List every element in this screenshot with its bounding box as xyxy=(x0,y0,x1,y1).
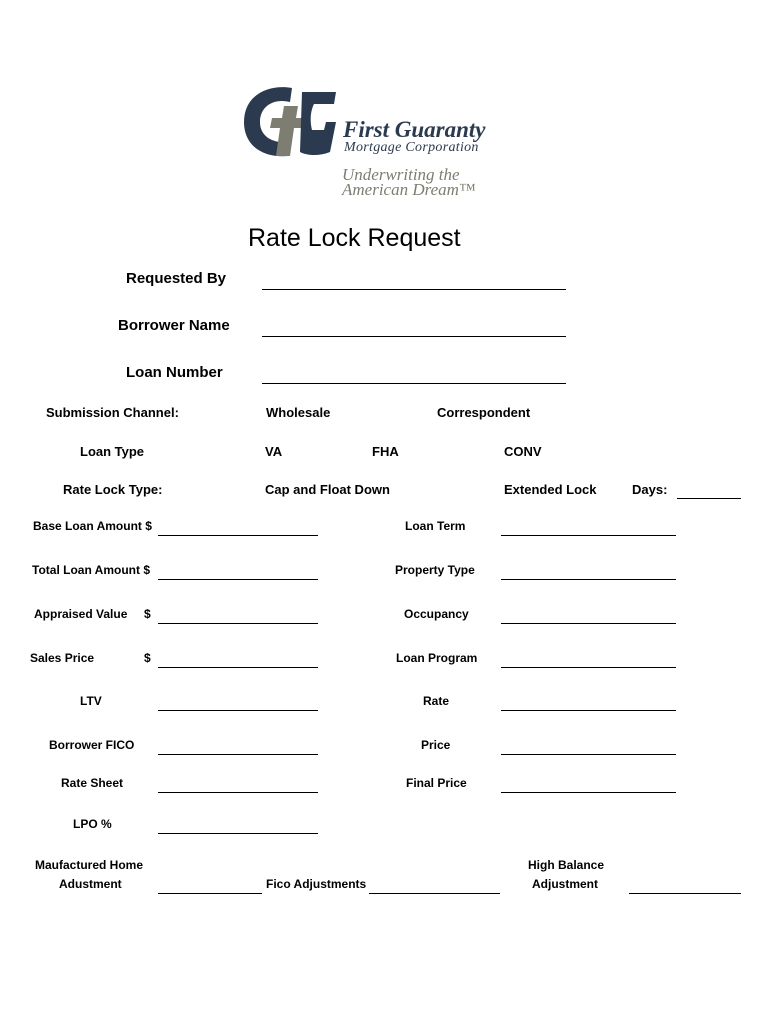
requested-by-field[interactable] xyxy=(262,289,566,290)
option-wholesale[interactable]: Wholesale xyxy=(266,405,331,420)
manufactured-home-field[interactable] xyxy=(158,893,262,894)
total-loan-amount-label: Total Loan Amount $ xyxy=(32,563,150,577)
logo-mark-icon xyxy=(240,82,340,162)
borrower-fico-field[interactable] xyxy=(158,754,318,755)
loan-program-field[interactable] xyxy=(501,667,676,668)
borrower-name-label: Borrower Name xyxy=(118,317,230,334)
high-balance-field[interactable] xyxy=(629,893,741,894)
rate-sheet-field[interactable] xyxy=(158,792,318,793)
ltv-label: LTV xyxy=(80,694,102,708)
option-extended-lock[interactable]: Extended Lock xyxy=(504,482,597,497)
appraised-value-dollar: $ xyxy=(144,607,151,621)
rate-field[interactable] xyxy=(501,710,676,711)
base-loan-amount-label: Base Loan Amount $ xyxy=(33,519,152,533)
loan-type-label: Loan Type xyxy=(80,444,145,459)
occupancy-field[interactable] xyxy=(501,623,676,624)
loan-program-label: Loan Program xyxy=(396,651,478,665)
property-type-field[interactable] xyxy=(501,579,676,580)
ltv-field[interactable] xyxy=(158,710,318,711)
lpo-field[interactable] xyxy=(158,833,318,834)
borrower-fico-label: Borrower FICO xyxy=(49,738,135,752)
option-fha[interactable]: FHA xyxy=(372,444,399,459)
days-label: Days: xyxy=(632,482,668,497)
high-balance-label-1: High Balance xyxy=(528,858,605,872)
loan-number-label: Loan Number xyxy=(126,364,223,381)
logo-tagline-1: Underwriting the xyxy=(342,165,460,184)
final-price-field[interactable] xyxy=(501,792,676,793)
page-title: Rate Lock Request xyxy=(248,224,461,252)
option-cap-and-float-down[interactable]: Cap and Float Down xyxy=(265,482,390,497)
rate-lock-type-label: Rate Lock Type: xyxy=(63,482,163,497)
option-correspondent[interactable]: Correspondent xyxy=(437,405,531,420)
appraised-value-label: Appraised Value xyxy=(34,607,128,621)
base-loan-amount-field[interactable] xyxy=(158,535,318,536)
price-label: Price xyxy=(421,738,451,752)
sales-price-label: Sales Price xyxy=(30,651,95,665)
logo-company-name: First Guaranty xyxy=(343,117,486,142)
days-field[interactable] xyxy=(677,498,741,499)
manufactured-home-label-1: Maufactured Home xyxy=(35,858,144,872)
manufactured-home-label-2: Adustment xyxy=(59,877,122,891)
rate-sheet-label: Rate Sheet xyxy=(61,776,124,790)
borrower-name-field[interactable] xyxy=(262,336,566,337)
loan-term-label: Loan Term xyxy=(405,519,466,533)
fico-adjustments-field[interactable] xyxy=(369,893,500,894)
requested-by-label: Requested By xyxy=(126,270,227,287)
logo-tagline-2: American Dream™ xyxy=(342,180,476,199)
loan-number-field[interactable] xyxy=(262,383,566,384)
lpo-label: LPO % xyxy=(73,817,112,831)
sales-price-dollar: $ xyxy=(144,651,151,665)
option-va[interactable]: VA xyxy=(265,444,283,459)
occupancy-label: Occupancy xyxy=(404,607,469,621)
final-price-label: Final Price xyxy=(406,776,467,790)
property-type-label: Property Type xyxy=(395,563,475,577)
loan-term-field[interactable] xyxy=(501,535,676,536)
option-conv[interactable]: CONV xyxy=(504,444,542,459)
submission-channel-label: Submission Channel: xyxy=(46,405,179,420)
sales-price-field[interactable] xyxy=(158,667,318,668)
total-loan-amount-field[interactable] xyxy=(158,579,318,580)
fico-adjustments-label: Fico Adjustments xyxy=(266,877,367,891)
price-field[interactable] xyxy=(501,754,676,755)
appraised-value-field[interactable] xyxy=(158,623,318,624)
high-balance-label-2: Adjustment xyxy=(532,877,598,891)
logo-subtitle: Mortgage Corporation xyxy=(344,140,479,155)
rate-label: Rate xyxy=(423,694,450,708)
